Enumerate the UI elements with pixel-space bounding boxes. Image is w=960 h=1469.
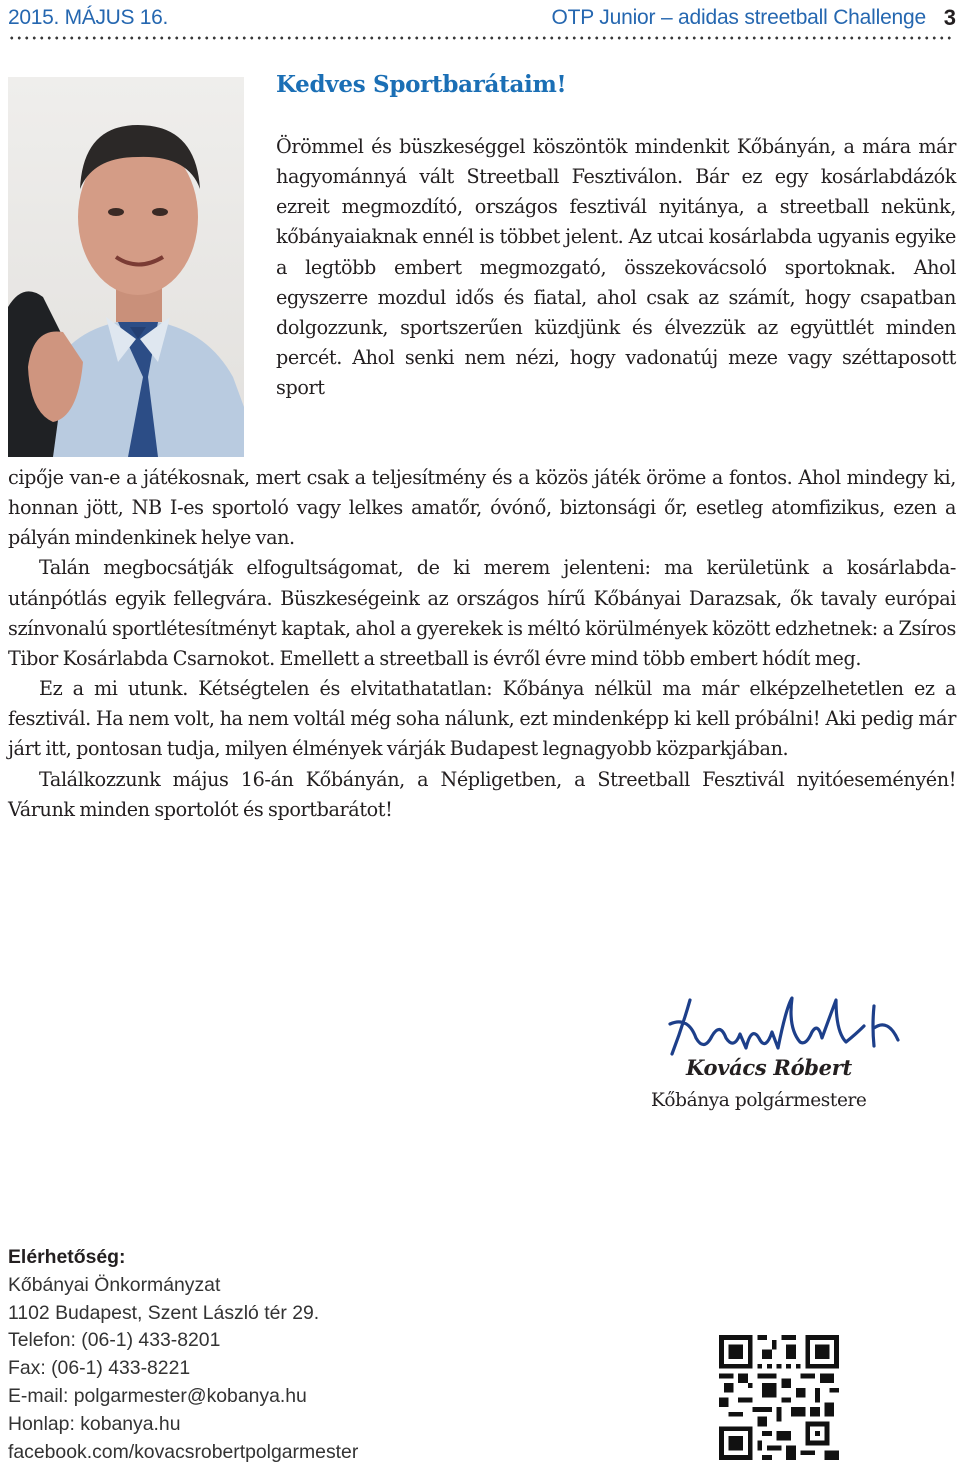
contact-phone: Telefon: (06-1) 433-8201 bbox=[8, 1329, 221, 1352]
header-title: OTP Junior – adidas streetball Challenge bbox=[551, 6, 926, 29]
header-dotted-rule bbox=[8, 36, 954, 40]
greeting-heading: Kedves Sportbarátaim! bbox=[276, 71, 567, 98]
mayor-portrait-photo bbox=[8, 77, 244, 457]
signatory-name: Kovács Róbert bbox=[686, 1055, 852, 1080]
contact-email[interactable]: E-mail: polgarmester@kobanya.hu bbox=[8, 1384, 307, 1407]
contact-block bbox=[8, 1244, 358, 1466]
header-date: 2015. MÁJUS 16. bbox=[8, 6, 169, 29]
article-body bbox=[8, 463, 956, 825]
article-paragraph: Találkozzunk május 16-án Kőbányán, a Népligetben, a Streetball Fesztivál nyitóeseményén! Várunk minden sportolót és sportbarátot! bbox=[8, 767, 956, 821]
contact-fax: Fax: (06-1) 433-8221 bbox=[8, 1357, 191, 1380]
page-header bbox=[8, 4, 956, 32]
signatory-title: Kőbánya polgármestere bbox=[651, 1090, 867, 1111]
contact-facebook[interactable]: facebook.com/kovacsrobertpolgarmester bbox=[8, 1440, 359, 1463]
contact-label: Elérhetőség: bbox=[8, 1246, 126, 1268]
qr-code bbox=[719, 1335, 839, 1460]
contact-address: 1102 Budapest, Szent László tér 29. bbox=[8, 1301, 320, 1324]
contact-website[interactable]: Honlap: kobanya.hu bbox=[8, 1412, 181, 1435]
article-paragraph: Talán megbocsátják elfogultságomat, de ki merem jelenteni: ma kerületünk a kosárlabda-utánpótlás egyik fellegvára. Büszkeségeink az országos hírű Kőbányai Darazsak, ők tavaly európai színvonalú sportlétesítményt kaptak, ahol a gyerekek is méltó körülmények között edzhetnek: a Zsíros Tibor Kosárlabda Csarnokot. Emellett a streetball is évről évre mind több embert hódít meg. bbox=[8, 556, 956, 670]
article-paragraph: cipője van-e a játékosnak, mert csak a teljesítmény és a közös játék öröme a fontos. Ahol mindegy ki, honnan jött, NB I-es sportoló vagy lelkes amatőr, óvónő, biztonsági őr, esetleg atomfizikus, ezen a pályán mindenkinek helye van. bbox=[8, 466, 956, 550]
page-number: 3 bbox=[943, 5, 956, 30]
article-paragraph-intro: Örömmel és büszkeséggel köszöntök mindenkit Kőbányán, a mára már hagyománnyá vált Streetball Fesztiválon. Bár ez egy kosárlabdázók ezreit megmozdító, országos fesztivál nyitánya, a streetball nekünk, kőbányaiaknak ennél is többet jelent. Az utcai kosárlabda ugyanis egyike a legtöbb embert megmozgató, összekovácsoló sportoknak. Ahol egyszerre mozdul idős és fiatal, ahol csak az számít, hogy csapatban dolgozzunk, sportszerűen küzdjünk és élvezzük az együttlét minden percét. Ahol senki nem nézi, hogy vadonatúj meze vagy széttaposott sport bbox=[276, 135, 956, 400]
contact-organization: Kőbányai Önkormányzat bbox=[8, 1273, 221, 1296]
article-paragraph: Ez a mi utunk. Kétségtelen és elvitathatatlan: Kőbánya nélkül ma már elképzelhetetlen ez a fesztivál. Ha nem volt, ha nem voltál még soha nálunk, ezt mindenképp ki kell próbálni! Aki pedig már járt itt, pontosan tudja, milyen élmények várják Budapest legnagyobb közparkjában. bbox=[8, 677, 956, 761]
